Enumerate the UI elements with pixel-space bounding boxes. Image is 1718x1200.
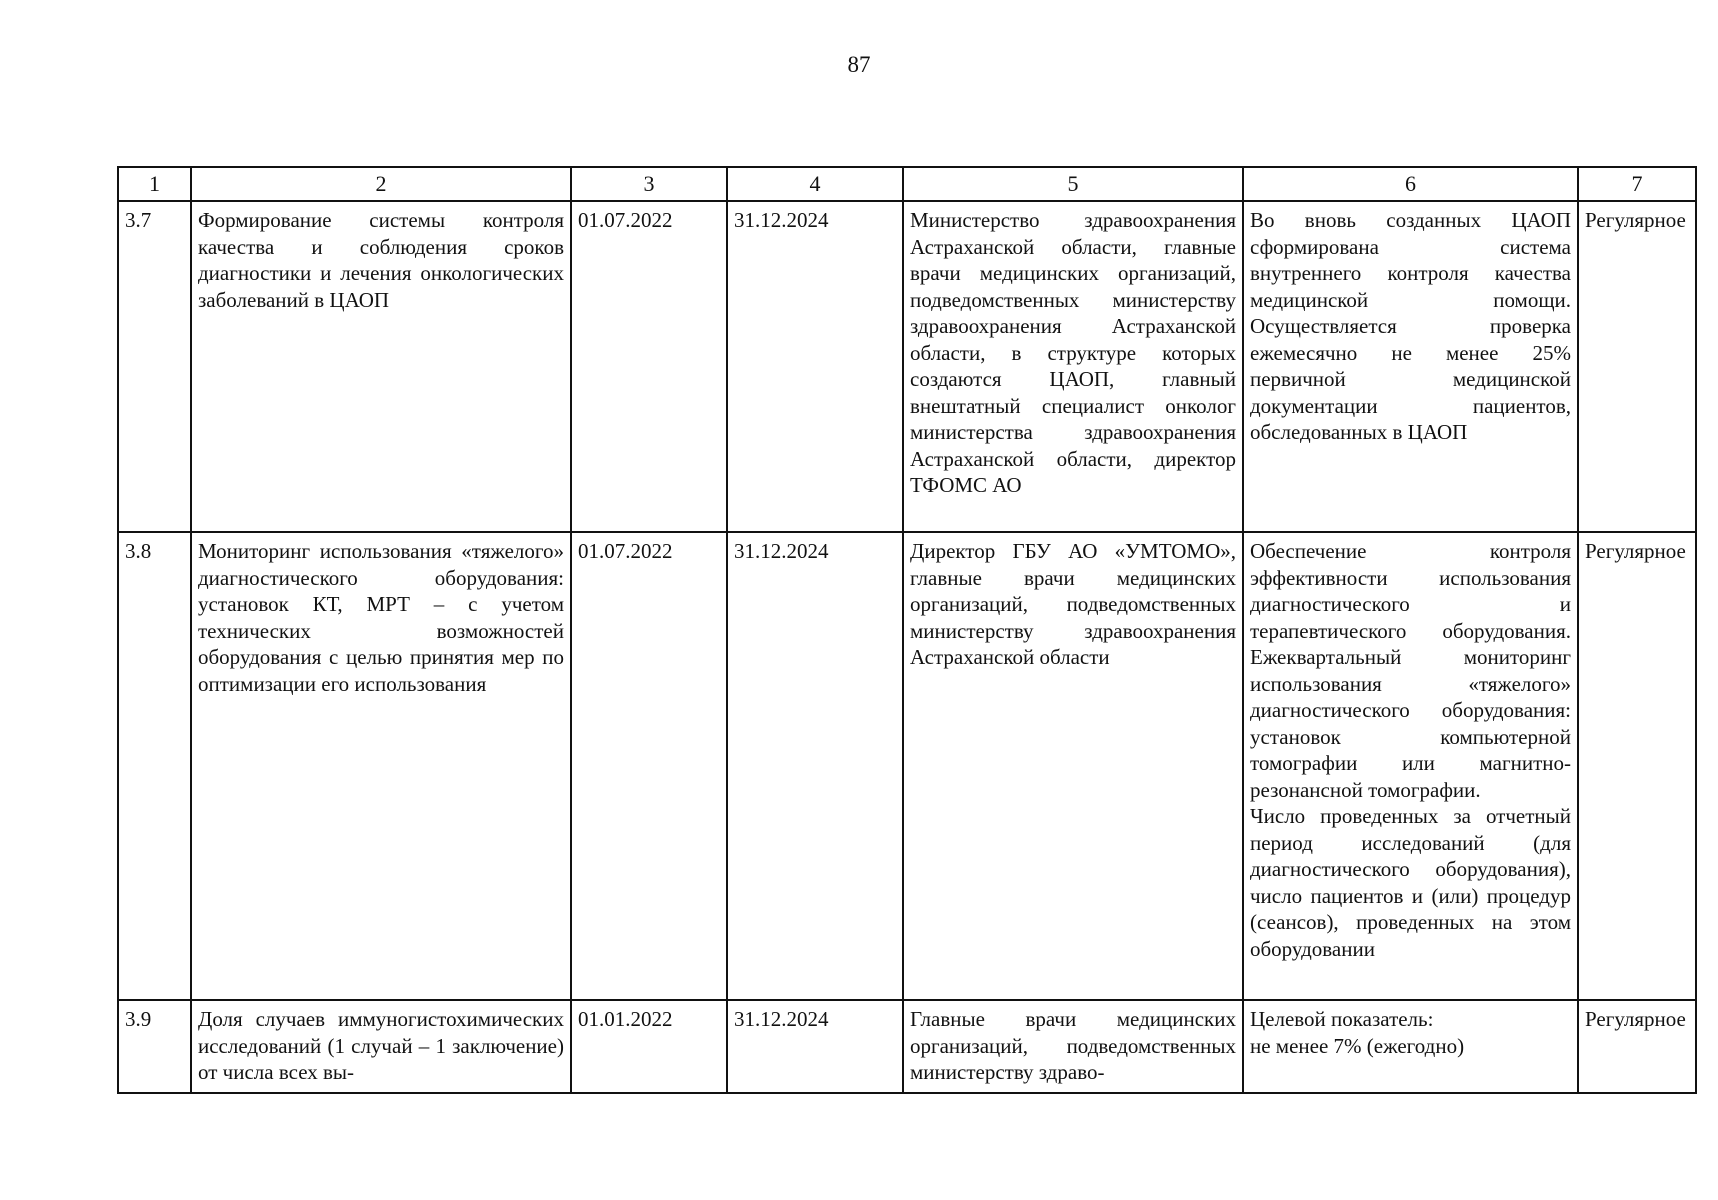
end-date-cell: 31.12.2024 [727, 532, 903, 1000]
start-date-cell: 01.07.2022 [571, 532, 727, 1000]
table-row [118, 201, 1696, 532]
row-number: 3.8 [118, 532, 191, 1000]
table-row [118, 1000, 1696, 1093]
result-cell [1243, 532, 1578, 1000]
result-cell [1243, 201, 1578, 532]
column-header: 7 [1578, 167, 1696, 201]
result-cell [1243, 1000, 1578, 1093]
start-date-cell: 01.01.2022 [571, 1000, 727, 1093]
page-number: 87 [847, 52, 871, 77]
result-paragraph: Число проведенных за отчетный период исследований (для диагностического оборудования), число пациентов и (или) процедур (сеансов), проведенных на этом оборудовании [1250, 804, 1571, 961]
column-header: 3 [571, 167, 727, 201]
result-paragraph: не менее 7% (ежегодно) [1250, 1033, 1465, 1058]
plan-table [117, 166, 1697, 1094]
column-header: 4 [727, 167, 903, 201]
responsible-cell: Министерство здравоохранения Астраханской области, главные врачи медицинских организаций, подведомственных министерству здравоохранения Астраханской области, в структуре которых создаются ЦАОП, главный внештатный специалист онколог министерства здравоохранения Астраханской области, директор ТФОМС АО [903, 201, 1243, 532]
event-cell: Доля случаев иммуногистохимических исследований (1 случай – 1 заключение) от числа всех вы- [191, 1000, 571, 1093]
end-date-cell: 31.12.2024 [727, 201, 903, 532]
table-row [118, 532, 1696, 1000]
result-paragraph: Обеспечение контроля эффективности использования диагностического и терапевтического оборудования. Ежеквартальный мониторинг использования «тяжелого» диагностического оборудования: установок компьютерной томографии или магнитно-резонансной томографии. [1250, 539, 1571, 802]
table-header-row [118, 167, 1696, 201]
frequency-cell: Регулярное [1578, 201, 1696, 532]
responsible-cell: Директор ГБУ АО «УМТОМО», главные врачи медицинских организаций, подведомственных министерству здравоохранения Астраханской области [903, 532, 1243, 1000]
start-date-cell: 01.07.2022 [571, 201, 727, 532]
column-header: 1 [118, 167, 191, 201]
event-cell: Формирование системы контроля качества и соблюдения сроков диагностики и лечения онкологических заболеваний в ЦАОП [191, 201, 571, 532]
event-cell: Мониторинг использования «тяжелого» диагностического оборудования: установок КТ, МРТ – с учетом технических возможностей оборудования с целью принятия мер по оптимизации его использования [191, 532, 571, 1000]
frequency-cell: Регулярное [1578, 1000, 1696, 1093]
result-paragraph: Во вновь созданных ЦАОП сформирована система внутреннего контроля качества медицинской помощи. Осуществляется проверка ежемесячно не менее 25% первичной медицинской документации пациентов, обследованных в ЦАОП [1250, 208, 1571, 444]
end-date-cell: 31.12.2024 [727, 1000, 903, 1093]
column-header: 6 [1243, 167, 1578, 201]
frequency-cell: Регулярное [1578, 532, 1696, 1000]
column-header: 5 [903, 167, 1243, 201]
column-header: 2 [191, 167, 571, 201]
result-paragraph: Целевой показатель: [1250, 1007, 1434, 1031]
responsible-cell: Главные врачи медицинских организаций, подведомственных министерству здраво- [903, 1000, 1243, 1093]
row-number: 3.9 [118, 1000, 191, 1093]
row-number: 3.7 [118, 201, 191, 532]
